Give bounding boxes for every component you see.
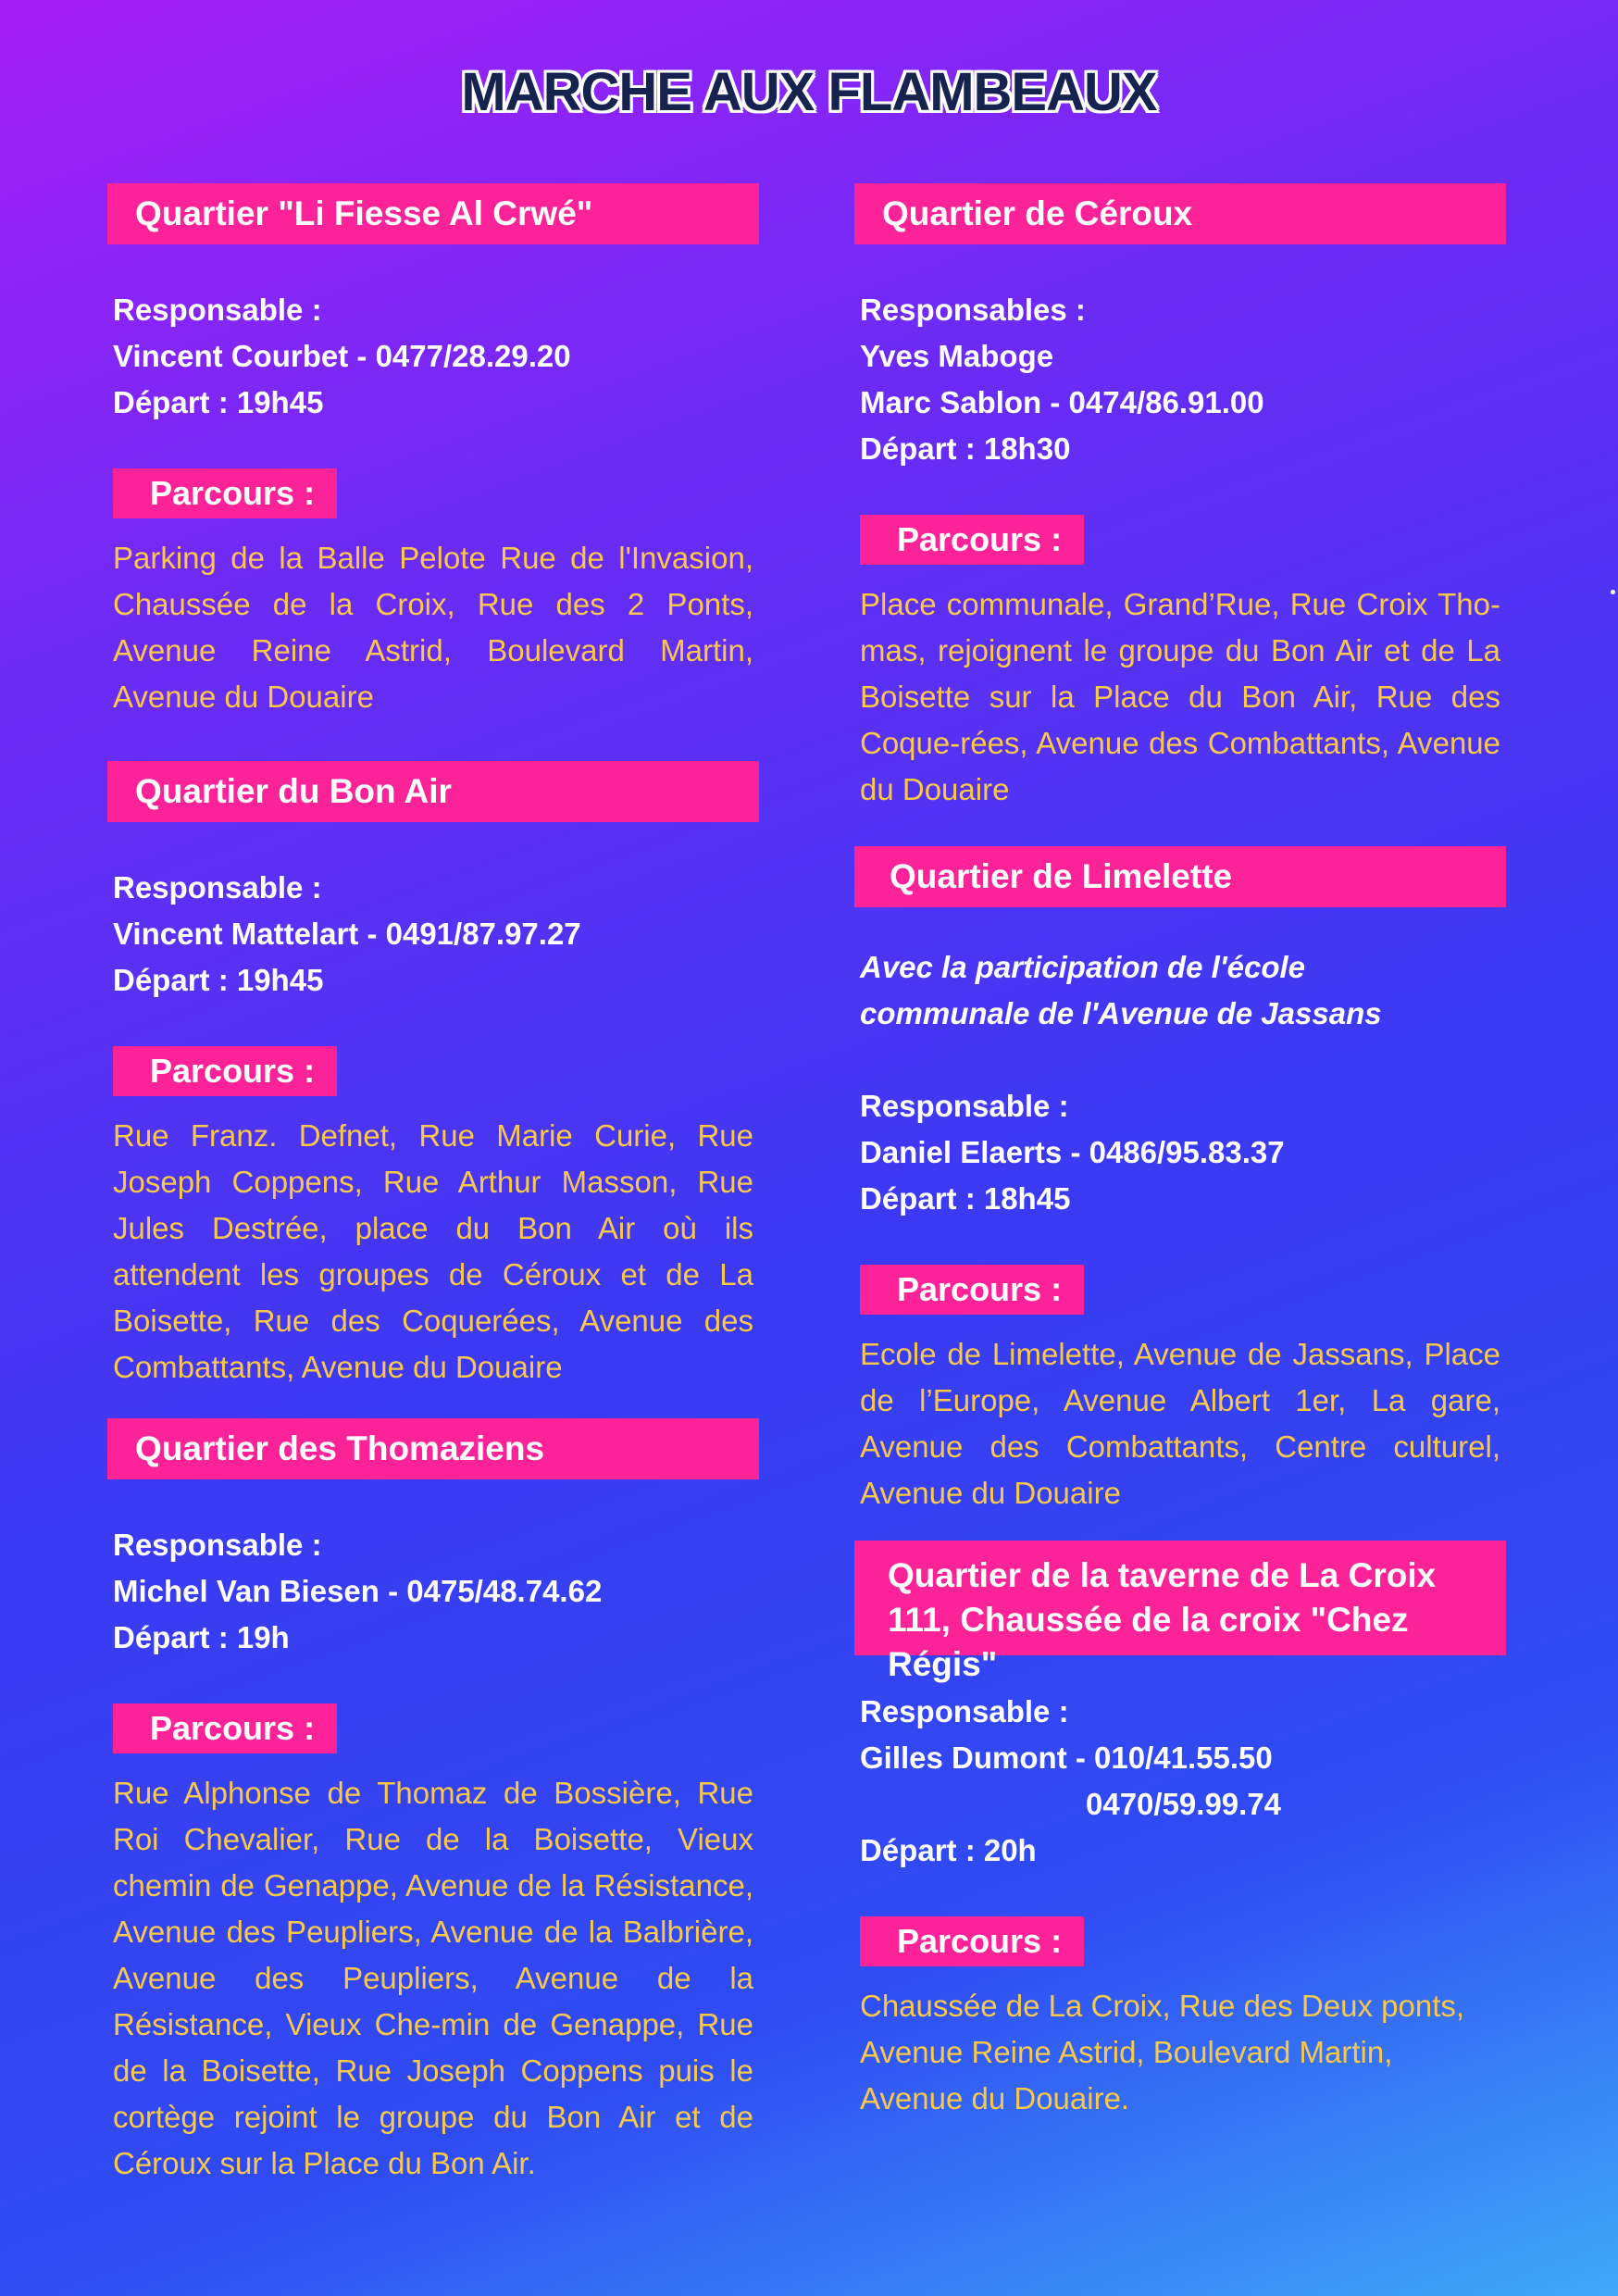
responsable-label: Responsable :	[113, 1528, 322, 1562]
responsable-contact: Michel Van Biesen - 0475/48.74.62	[113, 1574, 603, 1608]
section-banner-ceroux: Quartier de Céroux	[854, 183, 1506, 244]
edge-dot	[1611, 590, 1615, 594]
route-text: Parking de la Balle Pelote Rue de l'Invasion, Chaussée de la Croix, Rue des 2 Ponts, Avenue Reine Astrid, Boulevard Martin, Avenue du Douaire	[113, 541, 753, 714]
section-banner-taverne	[854, 1541, 1506, 1683]
depart-time: Départ : 19h45	[113, 385, 324, 419]
responsable-label: Responsable :	[113, 870, 322, 905]
left-column	[107, 183, 759, 2187]
route-text: Rue Franz. Defnet, Rue Marie Curie, Rue Joseph Coppens, Rue Arthur Masson, Rue Jules Destrée, place du Bon Air où ils attendent les groupes de Céroux et de La Boisette, Rue des Coquerées, Avenue des Combattants, Avenue du Douaire	[113, 1118, 753, 1384]
parcours-label: Parcours :	[860, 1265, 1084, 1315]
banner-line: 111, Chaussée de la croix "Chez Régis"	[888, 1601, 1409, 1683]
route-text: Ecole de Limelette, Avenue de Jassans, Place de l’Europe, Avenue Albert 1er, La gare, Avenue des Combattants, Centre culturel, Avenue du Douaire	[860, 1337, 1500, 1510]
section-banner-bon-air: Quartier du Bon Air	[107, 761, 759, 822]
depart-time: Départ : 19h	[113, 1620, 290, 1654]
responsable-label: Responsables :	[860, 293, 1086, 327]
parcours-label: Parcours :	[860, 515, 1084, 565]
responsable-contact: Daniel Elaerts - 0486/95.83.37	[860, 1135, 1285, 1169]
parcours-label: Parcours :	[113, 1703, 337, 1753]
responsable-contact: 0470/59.99.74	[1086, 1787, 1282, 1821]
responsable-contact: Yves Maboge	[860, 339, 1054, 373]
parcours-label: Parcours :	[113, 468, 337, 518]
participation-note: communale de l'Avenue de Jassans	[860, 996, 1382, 1030]
right-column	[854, 183, 1506, 2122]
section-banner-limelette: Quartier de Limelette	[854, 846, 1506, 907]
depart-time: Départ : 18h30	[860, 431, 1071, 466]
section-banner-thomaziens: Quartier des Thomaziens	[107, 1418, 759, 1479]
responsable-label: Responsable :	[860, 1694, 1069, 1728]
responsable-label: Responsable :	[113, 293, 322, 327]
responsable-contact: Vincent Mattelart - 0491/87.97.27	[113, 917, 581, 951]
page-title: MARCHE AUX FLAMBEAUX	[461, 62, 1157, 122]
responsable-contact: Marc Sablon - 0474/86.91.00	[860, 385, 1264, 419]
section-banner-li-fiesse: Quartier "Li Fiesse Al Crwé"	[107, 183, 759, 244]
responsable-contact: Vincent Courbet - 0477/28.29.20	[113, 339, 571, 373]
depart-time: Départ : 18h45	[860, 1181, 1071, 1216]
responsable-label: Responsable :	[860, 1089, 1069, 1123]
route-text: Chaussée de La Croix, Rue des Deux ponts, Avenue Reine Astrid, Boulevard Martin, Avenue du Douaire.	[860, 1989, 1465, 2115]
route-text: Rue Alphonse de Thomaz de Bossière, Rue Roi Chevalier, Rue de la Boisette, Vieux chemin de Genappe, Avenue de la Résistance, Avenue des Peupliers, Avenue de la Balbrière, Avenue des Peupliers, Avenue de la Résistance, Vieux Che-min de Genappe, Rue de la Boisette, Rue Joseph Coppens puis le cortège rejoint le groupe du Bon Air et de Céroux sur la Place du Bon Air.	[113, 1776, 753, 2180]
parcours-label: Parcours :	[860, 1916, 1084, 1966]
depart-time: Départ : 19h45	[113, 963, 324, 997]
banner-line: Quartier de la taverne de La Croix	[888, 1556, 1437, 1594]
depart-time: Départ : 20h	[860, 1833, 1037, 1867]
responsable-contact: Gilles Dumont - 010/41.55.50	[860, 1741, 1273, 1775]
route-text: Place communale, Grand’Rue, Rue Croix Tho-mas, rejoignent le groupe du Bon Air et de La Boisette sur la Place du Bon Air, Rue des Coque-rées, Avenue des Combattants, Avenue du Douaire	[860, 587, 1500, 806]
participation-note: Avec la participation de l'école	[860, 950, 1306, 984]
parcours-label: Parcours :	[113, 1046, 337, 1096]
